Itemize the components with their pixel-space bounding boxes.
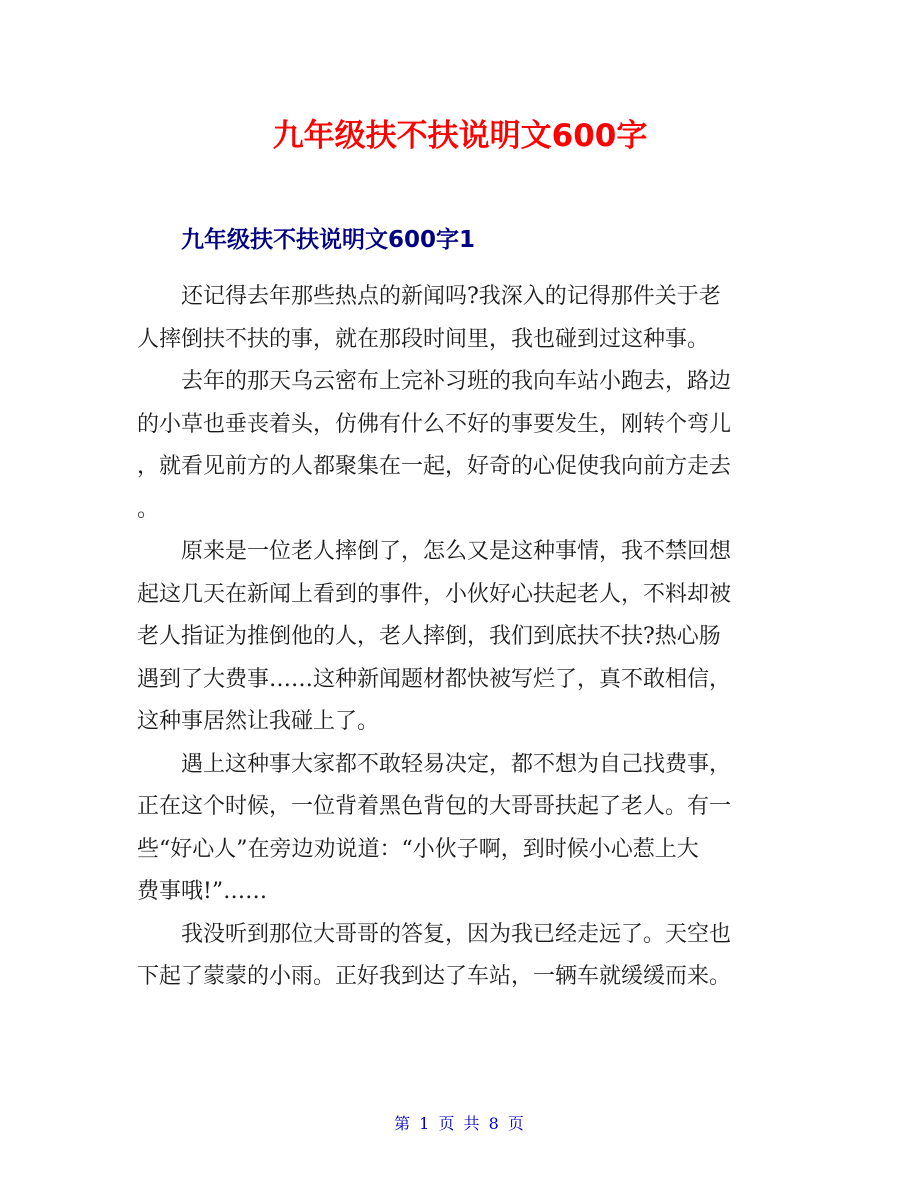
paragraph-line: 的小草也垂丧着头，仿佛有什么不好的事要发生，刚转个弯儿 <box>137 411 732 437</box>
paragraph-line: 人摔倒扶不扶的事，就在那段时间里，我也碰到过这种事。 <box>137 326 710 352</box>
page-number-footer: 第 1 页 共 8 页 <box>394 1114 526 1133</box>
paragraph-line: 起这几天在新闻上看到的事件，小伙好心扶起老人，不料却被 <box>137 581 732 607</box>
paragraph-line: 正在这个时候，一位背着黑色背包的大哥哥扶起了老人。有一 <box>137 794 732 819</box>
paragraph-line: 下起了蒙蒙的小雨。正好我到达了车站，一辆车就缓缓而来。 <box>137 964 732 989</box>
paragraph <box>137 361 787 531</box>
paragraph <box>137 914 787 999</box>
paragraph-line: 遇到了大费事……这种新闻题材都快被写烂了，真不敢相信， <box>137 666 732 692</box>
section-heading: 九年级扶不扶说明文600字1 <box>181 227 476 253</box>
paragraph-line: 些“好心人”在旁边劝说道：“小伙子啊，到时候小心惹上大 <box>137 836 699 862</box>
paragraph <box>137 744 787 914</box>
paragraph-line: 我没听到那位大哥哥的答复，因为我已经走远了。天空也 <box>181 921 732 947</box>
paragraph-line: 。 <box>137 496 160 522</box>
paragraph <box>137 276 787 361</box>
paragraph-line: 这种事居然让我碰上了。 <box>137 709 380 734</box>
paragraph-line: 原来是一位老人摔倒了，怎么又是这种事情，我不禁回想 <box>181 539 732 564</box>
paragraph-line: 遇上这种事大家都不敢轻易决定，都不想为自己找费事， <box>181 751 732 777</box>
paragraph-line: 去年的那天乌云密布上完补习班的我向车站小跑去，路边 <box>181 369 732 394</box>
paragraph <box>137 531 787 744</box>
document-title: 九年级扶不扶说明文600字 <box>272 118 648 154</box>
paragraph-line: 还记得去年那些热点的新闻吗?我深入的记得那件关于老 <box>181 284 721 309</box>
body-text <box>137 276 787 999</box>
paragraph-line: 费事哦!”…… <box>137 879 268 904</box>
paragraph-line: 老人指证为推倒他的人，老人摔倒，我们到底扶不扶?热心肠 <box>137 624 721 649</box>
paragraph-line: ，就看见前方的人都聚集在一起，好奇的心促使我向前方走去 <box>137 454 732 479</box>
